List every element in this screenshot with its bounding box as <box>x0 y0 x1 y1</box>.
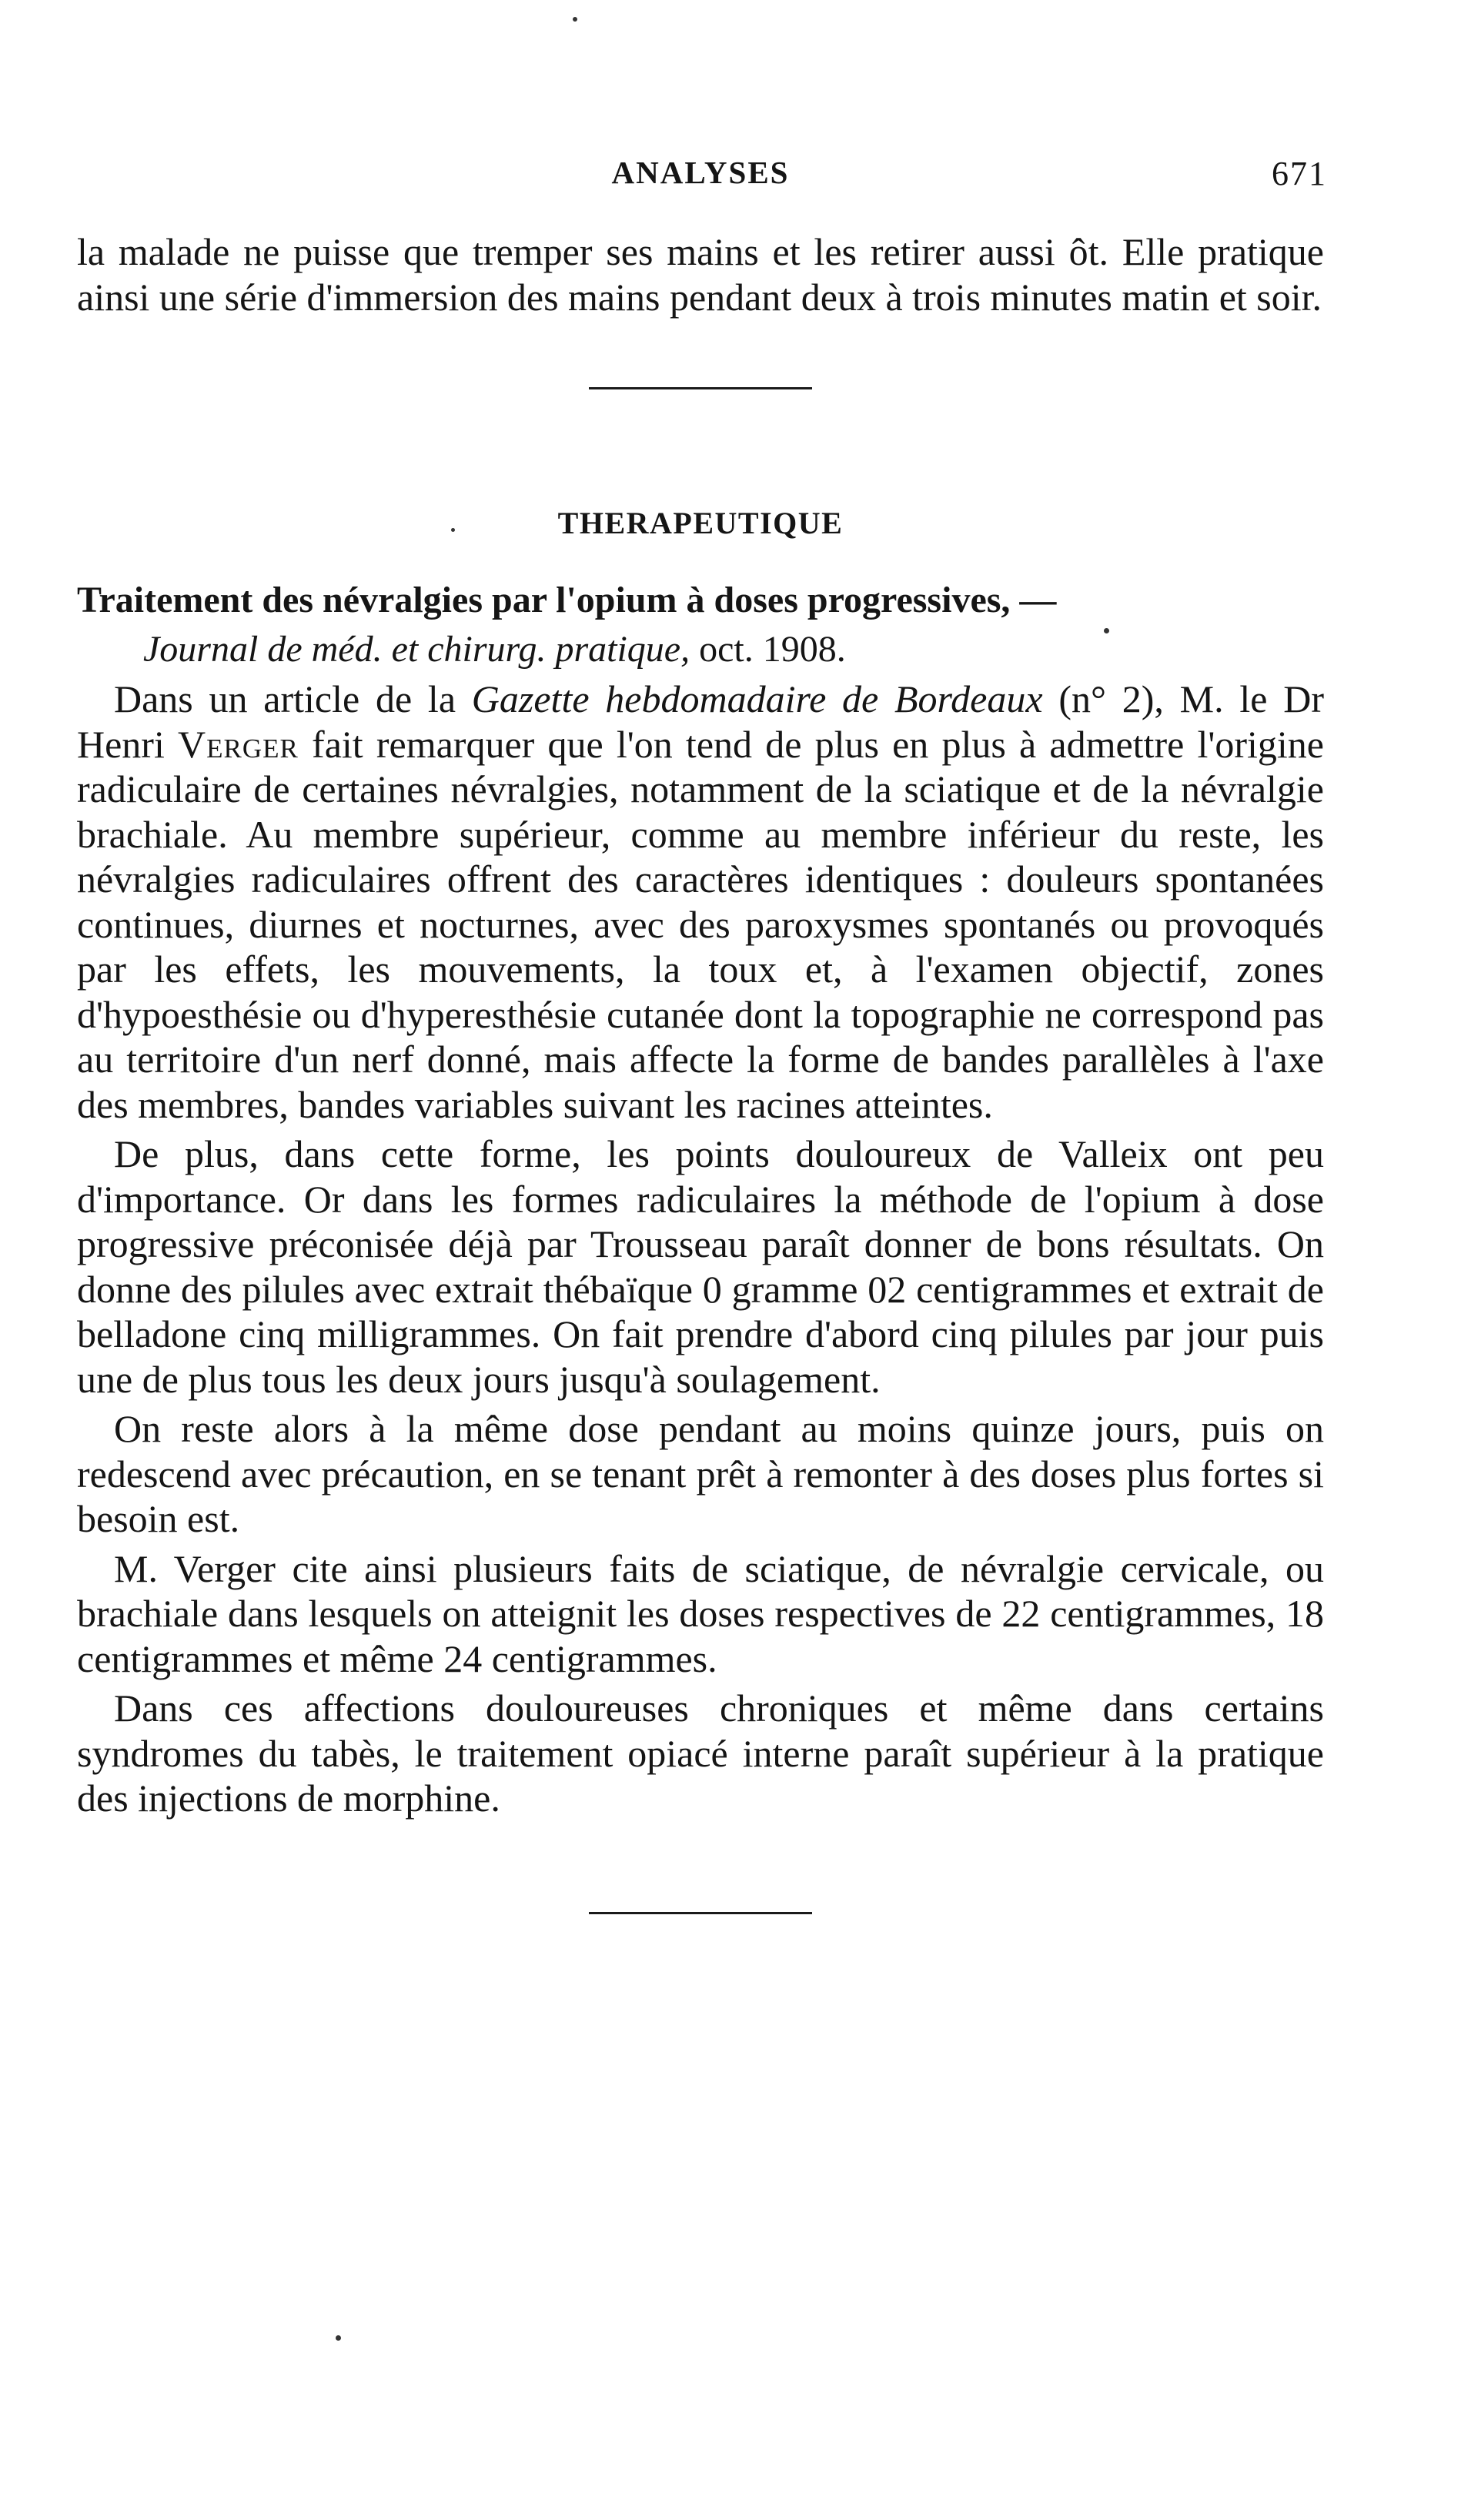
author-name: Verger <box>178 722 299 766</box>
print-speck <box>336 2335 341 2341</box>
section-divider-top <box>589 387 812 389</box>
running-head <box>77 154 1327 200</box>
citation-date: oct. 1908. <box>690 629 846 670</box>
continuation-paragraph: la malade ne puisse que tremper ses mains et les retirer aussi ôt. Elle pratique ainsi une série d'immersion des mains pendant deux à trois minutes matin et soir. <box>77 230 1324 319</box>
citation-source: Journal de méd. et chirurg. pratique, <box>143 629 690 670</box>
print-speck <box>573 17 577 22</box>
page-number: 671 <box>1272 155 1327 192</box>
article-title: Traitement des névralgies par l'opium à doses progressives, — <box>77 580 1057 620</box>
body-paragraph-2: De plus, dans cette forme, les points douloureux de Valleix ont peu d'importance. Or dans les formes radiculaires la méthode de l'opium à dose progressive préconisée déjà par Trousseau paraît donner de bons résultats. On donne des pilules avec extrait thébaïque 0 gramme 02 centigrammes et extrait de belladone cinq milligrammes. On fait prendre d'abord cinq pilules par jour puis une de plus tous les deux jours jusqu'à soulagement. <box>77 1132 1324 1401</box>
paragraph-1-text-c: fait remarquer que l'on tend de plus en plus à admettre l'origine radiculaire de certaines névralgies, notamment de la sciatique et de la névralgie brachiale. Au membre supérieur, comme au membre inférieur du reste, les névralgies radiculaires offrent des caractères identiques : douleurs spontanées continues, diurnes et nocturnes, avec des paroxysmes spontanés ou provoqués par les effets, les mouvements, la toux et, à l'examen objectif, zones d'hypoesthésie ou d'hyperesthésie cutanée dont la topographie ne correspond pas au territoire d'un nerf donné, mais affecte la forme de bandes parallèles à l'axe des membres, bandes variables suivant les racines atteintes. <box>77 722 1324 1126</box>
running-head-title: ANALYSES <box>611 155 790 190</box>
body-paragraph-3: On reste alors à la même dose pendant au moins quinze jours, puis on redescend avec précaution, en se tenant prêt à remonter à des doses plus fortes si besoin est. <box>77 1407 1324 1540</box>
document-page <box>77 154 1327 1914</box>
paragraph-1-text-b: (n° 2), M. le Dr Henri <box>77 677 1325 766</box>
body-paragraph-4: M. Verger cite ainsi plusieurs faits de sciatique, de névralgie cervicale, ou brachiale dans lesquels on atteignit les doses respectives de 22 centigrammes, 18 centigrammes et même 24 centigrammes. <box>77 1546 1324 1680</box>
body-paragraph-5: Dans ces affections douloureuses chroniques et même dans certains syndromes du tabès, le traitement opiacé interne paraît supérieur à la pratique des injections de morphine. <box>77 1686 1324 1820</box>
section-heading: THERAPEUTIQUE <box>557 506 844 540</box>
paragraph-1-text-a: Dans un article de la <box>114 677 472 720</box>
body-paragraph-1 <box>77 677 1324 1127</box>
cited-journal: Gazette hebdomadaire de Bordeaux <box>471 677 1043 720</box>
article-citation <box>77 627 1324 672</box>
section-divider-bottom <box>589 1912 812 1914</box>
